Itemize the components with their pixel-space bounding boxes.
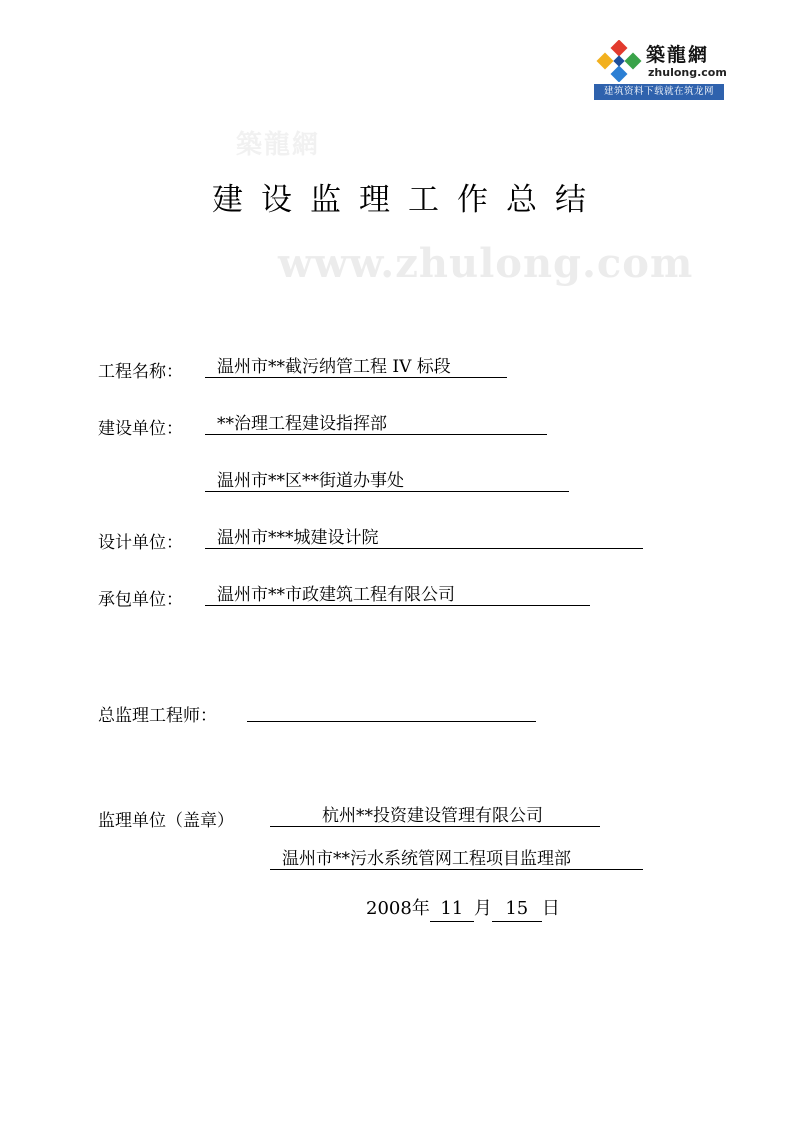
- date-month: 11: [430, 897, 474, 922]
- date-line: [366, 897, 560, 922]
- document-title: 建设监理工作总结: [212, 182, 604, 218]
- builder-value-1: **治理工程建设指挥部: [205, 413, 547, 435]
- logo-tagline: 建筑资料下载就在筑龙网: [594, 84, 724, 100]
- contractor-label: 承包单位：: [98, 590, 183, 610]
- date-day-unit: 日: [541, 898, 560, 919]
- supervisor-value-1: 杭州**投资建设管理有限公司: [270, 805, 600, 827]
- chief-engineer-signature-line: [247, 700, 536, 722]
- logo-url: zhulong.com: [648, 66, 727, 79]
- supervisor-label: 监理单位（盖章）: [98, 811, 234, 831]
- logo-title: 築龍網: [646, 44, 710, 66]
- supervisor-value-2: 温州市**污水系统管网工程项目监理部: [270, 848, 643, 870]
- designer-value: 温州市***城建设计院: [205, 527, 643, 549]
- builder-value-2: 温州市**区**街道办事处: [205, 470, 569, 492]
- zhulong-logo-icon: [596, 40, 642, 82]
- contractor-value: 温州市**市政建筑工程有限公司: [205, 584, 590, 606]
- date-year-unit: 年: [411, 898, 430, 919]
- designer-label: 设计单位：: [98, 533, 183, 553]
- project-name-value: 温州市**截污纳管工程 IV 标段: [205, 356, 507, 378]
- date-day: 15: [492, 897, 542, 922]
- date-month-unit: 月: [473, 898, 492, 919]
- date-year: 2008: [366, 898, 412, 919]
- chief-engineer-label: 总监理工程师：: [98, 706, 217, 726]
- project-name-label: 工程名称：: [98, 362, 183, 382]
- watermark-url: www.zhulong.com: [278, 240, 694, 287]
- builder-label: 建设单位：: [98, 419, 183, 439]
- watermark-cn: 築龍網: [236, 130, 321, 160]
